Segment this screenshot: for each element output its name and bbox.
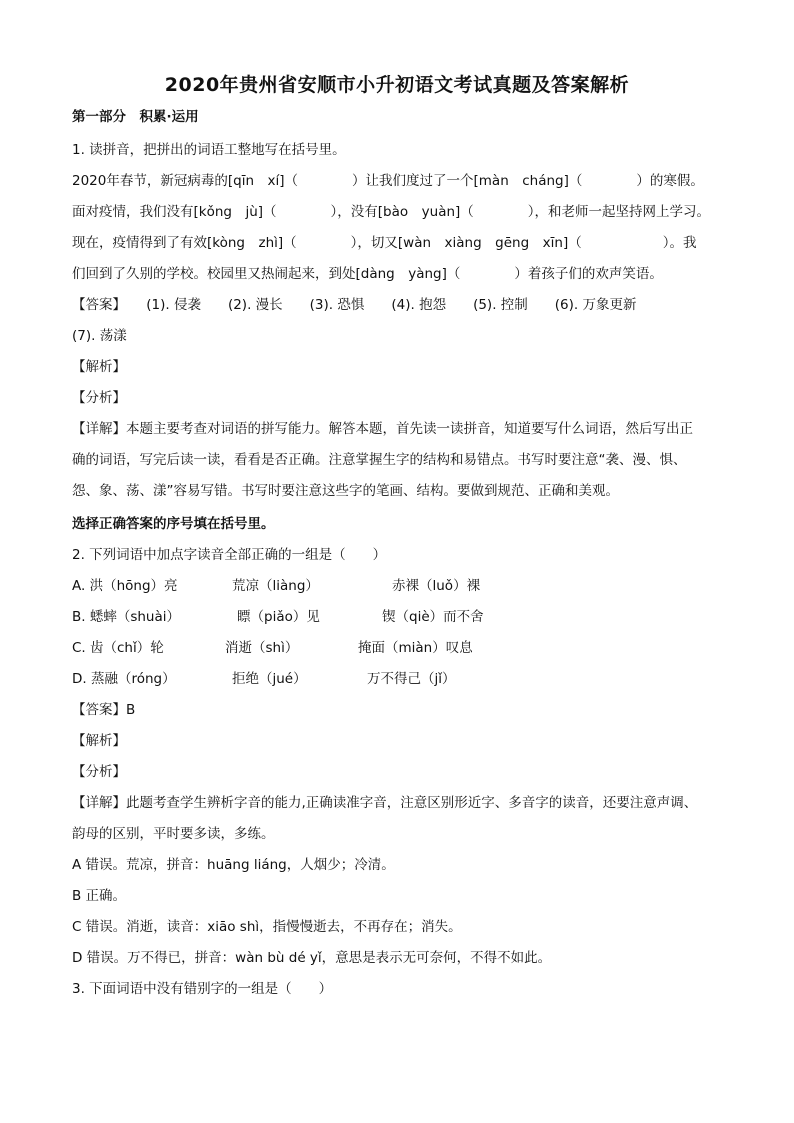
q1-detail-line-2: 确的词语，写完后读一读，看看是否正确。注意掌握生字的结构和易错点。书写时要注意“袭、漫、惧、 — [72, 452, 687, 468]
q1-stem: 1. 读拼音，把拼出的词语工整地写在括号里。 — [72, 142, 346, 158]
option-a-word-3: 赤裸（luǒ）裸 — [392, 578, 481, 594]
q2-explain-d: D 错误。万不得已，拼音：wàn bù dé yǐ，意思是表示无可奈何，不得不如此。 — [72, 950, 552, 966]
q1-answer: 【答案】 (1). 侵袭 (2). 漫长 (3). 恐惧 (4). 抱怨 (5). 控制 (6). 万象更新 — [72, 297, 637, 313]
q1-paragraph-3: 现在，疫情得到了有效[kòng zhì]（ ），切又[wàn xiàng gēng xīn]（ ）。我 — [72, 235, 697, 251]
option-c-word-1: C. 齿（chǐ）轮 — [72, 640, 164, 656]
q1-fenxi-label: 【分析】 — [72, 390, 126, 406]
q1-paragraph-4: 们回到了久别的学校。校园里又热闹起来，到处[dàng yàng]（ ）着孩子们的欢声笑语。 — [72, 266, 663, 282]
option-c-word-3: 掩面（miàn）叹息 — [358, 640, 473, 656]
option-b-word-3: 锲（qiè）而不舍 — [382, 609, 484, 625]
q1-paragraph-2: 面对疫情，我们没有[kǒng jù]（ ），没有[bào yuàn]（ ），和老师一起坚持网上学习。 — [72, 204, 711, 220]
q2-option-a — [72, 576, 732, 596]
q1-jiexi-label: 【解析】 — [72, 359, 126, 375]
q1-answer-continued: (7). 荡漾 — [72, 328, 127, 344]
q2-explain-c: C 错误。消逝，读音：xiāo shì，指慢慢逝去，不再存在；消失。 — [72, 919, 462, 935]
q2-explain-b: B 正确。 — [72, 888, 127, 904]
q3-stem: 3. 下面词语中没有错别字的一组是（ ） — [72, 981, 333, 997]
q2-stem: 2. 下列词语中加点字读音全部正确的一组是（ ） — [72, 547, 387, 563]
part1-heading: 第一部分 积累·运用 — [72, 109, 199, 125]
q2-explain-a: A 错误。荒凉，拼音：huāng liáng，人烟少；冷清。 — [72, 857, 395, 873]
section2-heading: 选择正确答案的序号填在括号里。 — [72, 516, 275, 532]
q1-detail-line-3: 怨、象、荡、漾”容易写错。书写时要注意这些字的笔画、结构。要做到规范、正确和美观。 — [72, 483, 619, 499]
q2-answer: 【答案】B — [72, 702, 136, 718]
option-d-word-2: 拒绝（jué） — [232, 671, 307, 687]
q1-detail-line-1: 【详解】本题主要考查对词语的拼写能力。解答本题，首先读一读拼音，知道要写什么词语，然后写出正 — [72, 421, 693, 437]
q2-detail-line-1: 【详解】此题考查学生辨析字音的能力,正确读准字音，注意区别形近字、多音字的读音，还要注意声调、 — [72, 795, 698, 811]
option-c-word-2: 消逝（shì） — [225, 640, 299, 656]
option-b-word-2: 瞟（piǎo）见 — [237, 609, 320, 625]
option-d-word-3: 万不得己（jǐ） — [367, 671, 456, 687]
q2-option-b — [72, 607, 732, 627]
q2-jiexi-label: 【解析】 — [72, 733, 126, 749]
q2-option-c — [72, 638, 732, 658]
option-d-word-1: D. 蒸融（róng） — [72, 671, 176, 687]
document-title: 2020年贵州省安顺市小升初语文考试真题及答案解析 — [164, 74, 630, 96]
q2-detail-line-2: 韵母的区别，平时要多读，多练。 — [72, 826, 275, 842]
option-a-word-2: 荒凉（liàng） — [232, 578, 319, 594]
q1-paragraph-1: 2020年春节，新冠病毒的[qīn xí]（ ）让我们度过了一个[màn cháng]（ ）的寒假。 — [72, 173, 704, 189]
q2-option-d — [72, 669, 732, 689]
option-b-word-1: B. 蟋蟀（shuài） — [72, 609, 181, 625]
q2-fenxi-label: 【分析】 — [72, 764, 126, 780]
option-a-word-1: A. 洪（hōng）亮 — [72, 578, 178, 594]
